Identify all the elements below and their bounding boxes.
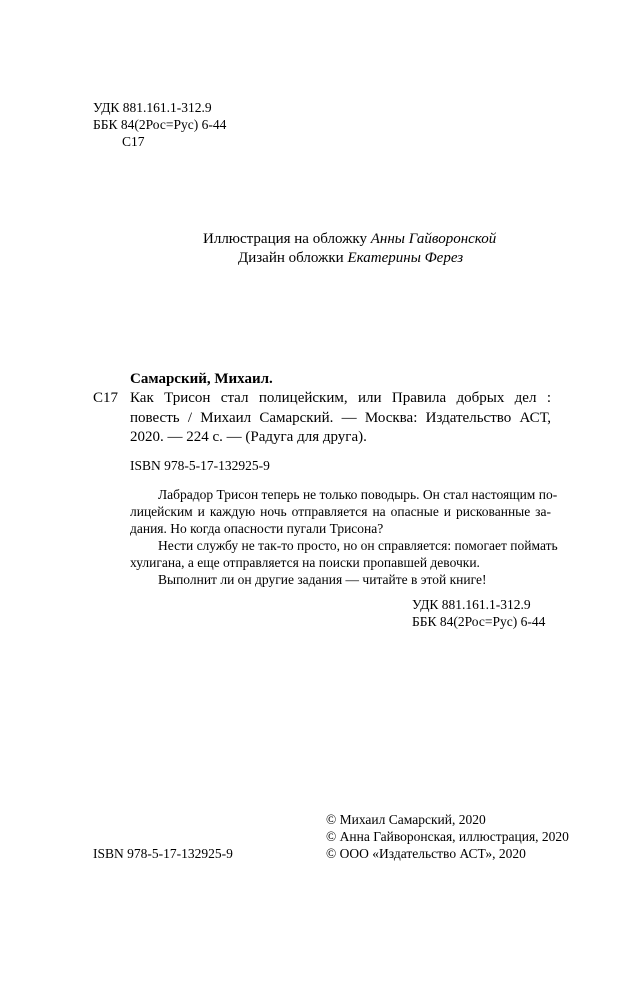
record-code: С17 [93, 390, 119, 406]
annotation-p2-line-2: хулигана, а еще отправляется на поиски пропавшей девочки. [130, 555, 480, 570]
author-code-top: С17 [122, 134, 145, 149]
copyright-publisher: © ООО «Издательство АСТ», 2020 [326, 846, 526, 861]
footer-isbn: ISBN 978-5-17-132925-9 [93, 846, 233, 861]
bbk-bottom: ББК 84(2Рос=Рус) 6-44 [412, 614, 546, 629]
copyright-illustrator: © Анна Гайворонская, иллюстрация, 2020 [326, 829, 569, 844]
record-author: Самарский, Михаил. [130, 371, 273, 387]
illustration-label: Иллюстрация на обложку [203, 231, 368, 247]
design-label: Дизайн обложки [238, 250, 344, 266]
record-isbn: ISBN 978-5-17-132925-9 [130, 458, 270, 473]
udk-top: УДК 881.161.1-312.9 [93, 100, 212, 115]
annotation-p1-line-2: лицейским и каждую ночь отправляется на опасные и рискованные за- [130, 504, 551, 519]
designer-name: Екатерины Ферез [347, 250, 464, 266]
bbk-top: ББК 84(2Рос=Рус) 6-44 [93, 117, 227, 132]
copyright-author: © Михаил Самарский, 2020 [326, 812, 486, 827]
udk-bottom: УДК 881.161.1-312.9 [412, 597, 531, 612]
annotation-p3-line-1: Выполнит ли он другие задания — читайте в этой книге! [158, 572, 487, 587]
illustration-credit [203, 230, 496, 250]
record-description-line-2: повесть / Михаил Самарский. — Москва: Издательство АСТ, [130, 410, 551, 426]
annotation-p2-line-1: Нести службу не так-то просто, но он справляется: помогает поймать [158, 538, 558, 553]
annotation-p1-line-3: дания. Но когда опасности пугали Трисона? [130, 521, 384, 536]
record-description-line-1: Как Трисон стал полицейским, или Правила добрых дел : [130, 390, 551, 406]
record-description-line-3: 2020. — 224 с. — (Радуга для друга). [130, 429, 367, 445]
annotation-p1-line-1: Лабрадор Трисон теперь не только поводырь. Он стал настоящим по- [158, 487, 558, 502]
design-credit [238, 249, 463, 269]
illustrator-name: Анны Гайворонской [370, 231, 497, 247]
